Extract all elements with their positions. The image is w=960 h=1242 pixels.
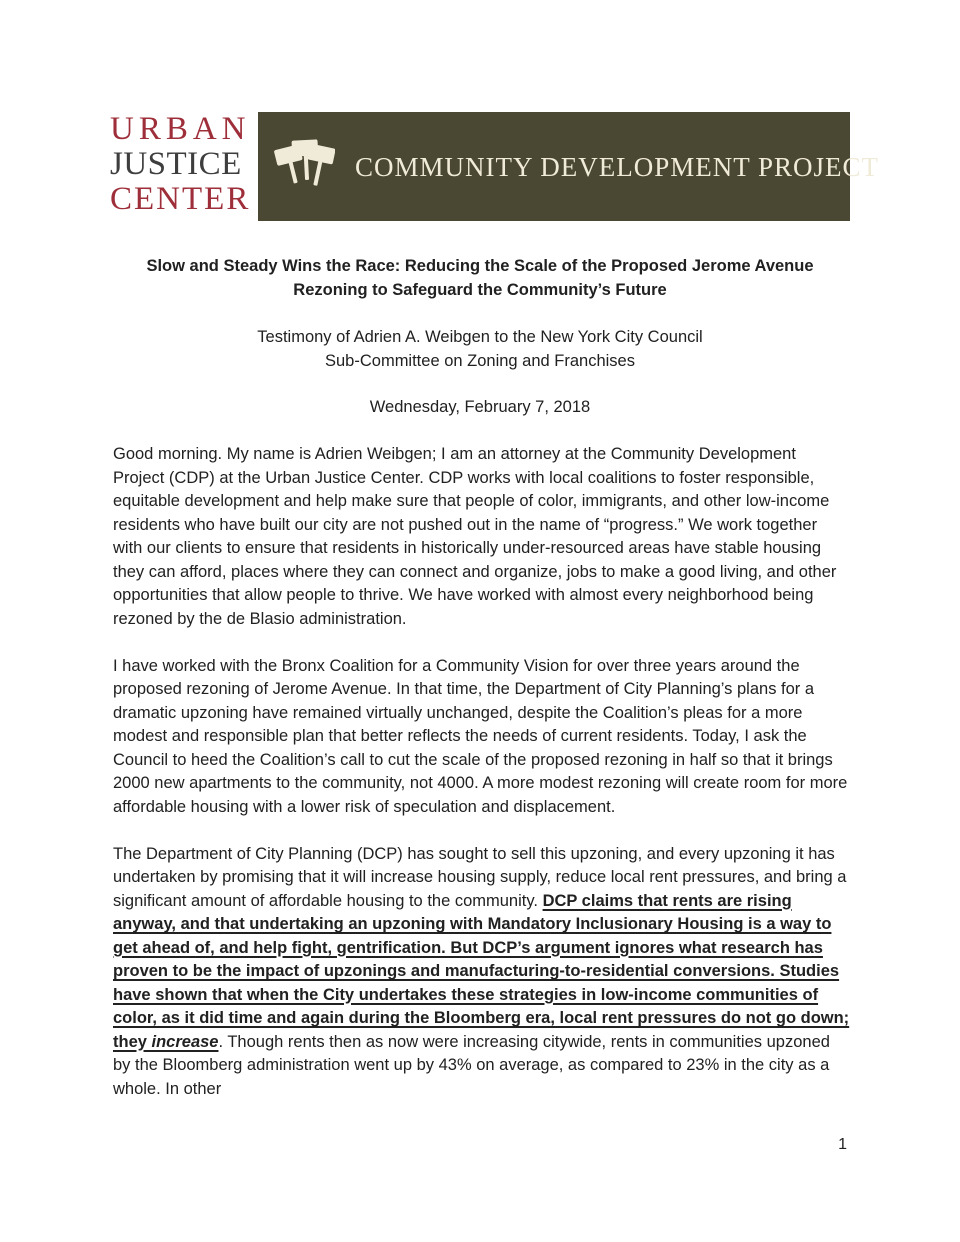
ujc-logo xyxy=(110,112,258,221)
paragraph xyxy=(113,655,850,820)
cdp-banner xyxy=(258,112,880,221)
date-line: Wednesday, February 7, 2018 xyxy=(369,398,591,416)
paragraph xyxy=(113,843,850,1102)
text-run: increase xyxy=(151,1032,219,1051)
subtitle-line-2: Sub-Committee on Zoning and Franchises xyxy=(325,351,635,370)
subtitle-line-1: Testimony of Adrien A. Weibgen to the New York City Council xyxy=(257,328,703,346)
document-title xyxy=(113,255,847,302)
picket-signs-icon xyxy=(273,138,335,194)
paragraph xyxy=(113,443,850,631)
text-run: . Though rents then as now were increasing citywide, rents in communities upzoned by the Bloomberg administration went up by 43% on average, as compared to 23% in the city as a whole. In other xyxy=(113,1032,830,1098)
text-run: DCP claims that rents are rising anyway, and that undertaking an upzoning with Mandatory Inclusionary Housing is a way to get ahead of, and help fight, gentrification. But DCP’s argument ignores what research has proven to be the impact of upzonings and manufacturing-to-residential conversions. Studies have shown that when the City undertakes these strategies in low-income communities of color, as it did time and again during the Bloomberg era, local rent pressures do not go down; they xyxy=(113,891,850,1051)
text-run: Good morning. My name is Adrien Weibgen; I am an attorney at the Community Development Project (CDP) at the Urban Justice Center. CDP works with local coalitions to foster responsible, equitable development and help make sure that people of color, immigrants, and other low-income residents who have built our city are not pushed out in the name of “progress.” We work together with our clients to ensure that residents in historically under-resourced areas have stable housing they can afford, places where they can connect and organize, jobs to make a good living, and other opportunities that allow people to thrive. We have worked with almost every neighborhood being rezoned by the de Blasio administration. xyxy=(113,445,837,628)
title-line-2: Rezoning to Safeguard the Community’s Future xyxy=(293,280,667,299)
text-run: The Department of City Planning (DCP) has sought to sell this upzoning, and every upzoning it has undertaken by promising that it will increase housing supply, reduce local rent pressures, and bring a significant amount of affordable housing to the community. xyxy=(113,844,847,910)
logo-text-center: CENTER xyxy=(110,181,251,217)
cdp-banner-title: COMMUNITY DEVELOPMENT PROJECT xyxy=(355,152,880,182)
document-body xyxy=(113,443,850,1125)
logo-text-justice: JUSTICE xyxy=(110,146,242,182)
page-number: 1 xyxy=(838,1136,847,1153)
letterhead xyxy=(110,111,880,221)
title-line-1: Slow and Steady Wins the Race: Reducing the Scale of the Proposed Jerome Avenue xyxy=(146,257,814,275)
logo-text-urban: URBAN xyxy=(110,111,251,147)
testimony-subtitle xyxy=(113,326,847,373)
text-run: I have worked with the Bronx Coalition for a Community Vision for over three years around the proposed rezoning of Jerome Avenue. In that time, the Department of City Planning’s plans for a dramatic upzoning have remained virtually unchanged, despite the Coalition’s pleas for a more modest and responsible plan that better reflects the needs of current residents. Today, I ask the Council to heed the Coalition’s call to cut the scale of the proposed rezoning in half so that it brings 2000 new apartments to the community, not 4000. A more modest rezoning will create room for more affordable housing with a lower risk of speculation and displacement. xyxy=(113,656,848,816)
